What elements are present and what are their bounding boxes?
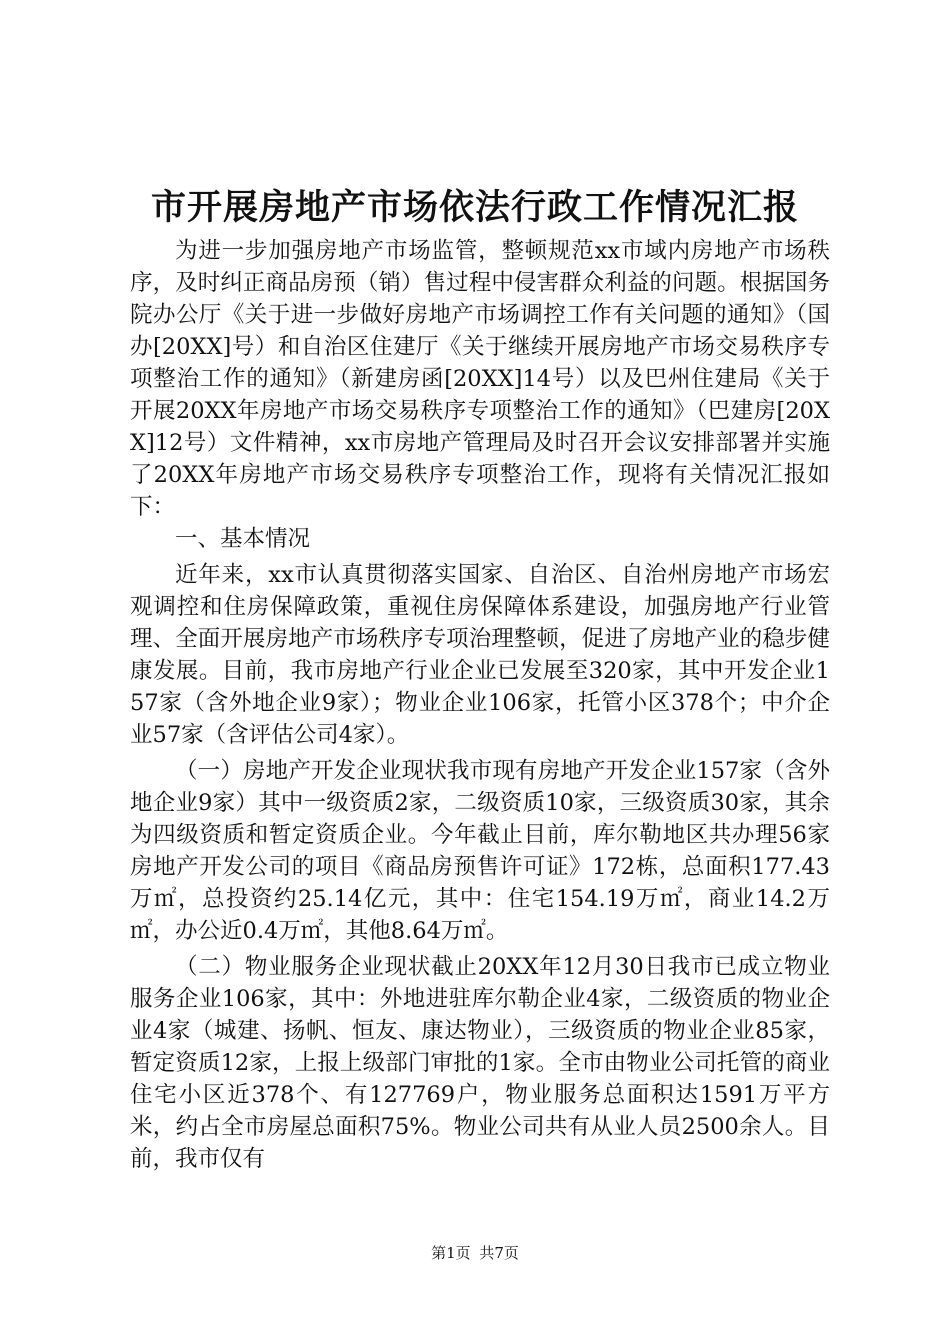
section-heading-basic: 一、基本情况 — [175, 526, 311, 552]
developer-status-paragraph: （一）房地产开发企业现状我市现有房地产开发企业157家（含外地企业9家）其中一级资质2家，二级资质10家，三级资质30家，其余为四级资质和暂定资质企业。今年截止目前，库尔勒地区共办理56家房地产开发公司的项目《商品房预售许可证》172栋，总面积177.43万㎡，总投资约25.14亿元，其中：住宅154.19万㎡，商业14.2万㎡，办公近0.4万㎡，其他8.64万㎡。 — [130, 758, 830, 944]
basic-situation-paragraph: 近年来，xx市认真贯彻落实国家、自治区、自治州房地产市场宏观调控和住房保障政策，重视住房保障体系建设，加强房地产行业管理、全面开展房地产市场秩序专项治理整顿，促进了房地产业的稳步健康发展。目前，我市房地产行业企业已发展至320家，其中开发企业157家（含外地企业9家）；物业企业106家，托管小区378个；中介企业57家（含评估公司4家）。 — [130, 562, 830, 748]
page-footer — [0, 1242, 950, 1264]
page-total: 共7页 — [479, 1244, 519, 1262]
page-number: 第1页 — [431, 1244, 471, 1262]
property-service-paragraph: （二）物业服务企业现状截止20XX年12月30日我市已成立物业服务企业106家，其中：外地进驻库尔勒企业4家，二级资质的物业企业4家（城建、扬帆、恒友、康达物业），三级资质的物业企业85家，暂定资质12家，上报上级部门审批的1家。全市由物业公司托管的商业住宅小区近378个、有127769户，物业服务总面积达1591万平方米，约占全市房屋总面积75%。物业公司共有从业人员2500余人。目前，我市仅有 — [130, 954, 830, 1172]
document-title: 市开展房地产市场依法行政工作情况汇报 — [150, 187, 799, 228]
document-body — [130, 235, 830, 1175]
intro-paragraph: 为进一步加强房地产市场监管，整顿规范xx市域内房地产市场秩序，及时纠正商品房预（销）售过程中侵害群众利益的问题。根据国务院办公厅《关于进一步做好房地产市场调控工作有关问题的通知》（国办[20XX]号）和自治区住建厅《关于继续开展房地产市场交易秩序专项整治工作的通知》（新建房函[20XX]14号）以及巴州住建局《关于开展20XX年房地产市场交易秩序专项整治工作的通知》（巴建房[20XX]12号）文件精神，xx市房地产管理局及时召开会议安排部署并实施了20XX年房地产市场交易秩序专项整治工作，现将有关情况汇报如下： — [130, 238, 830, 520]
